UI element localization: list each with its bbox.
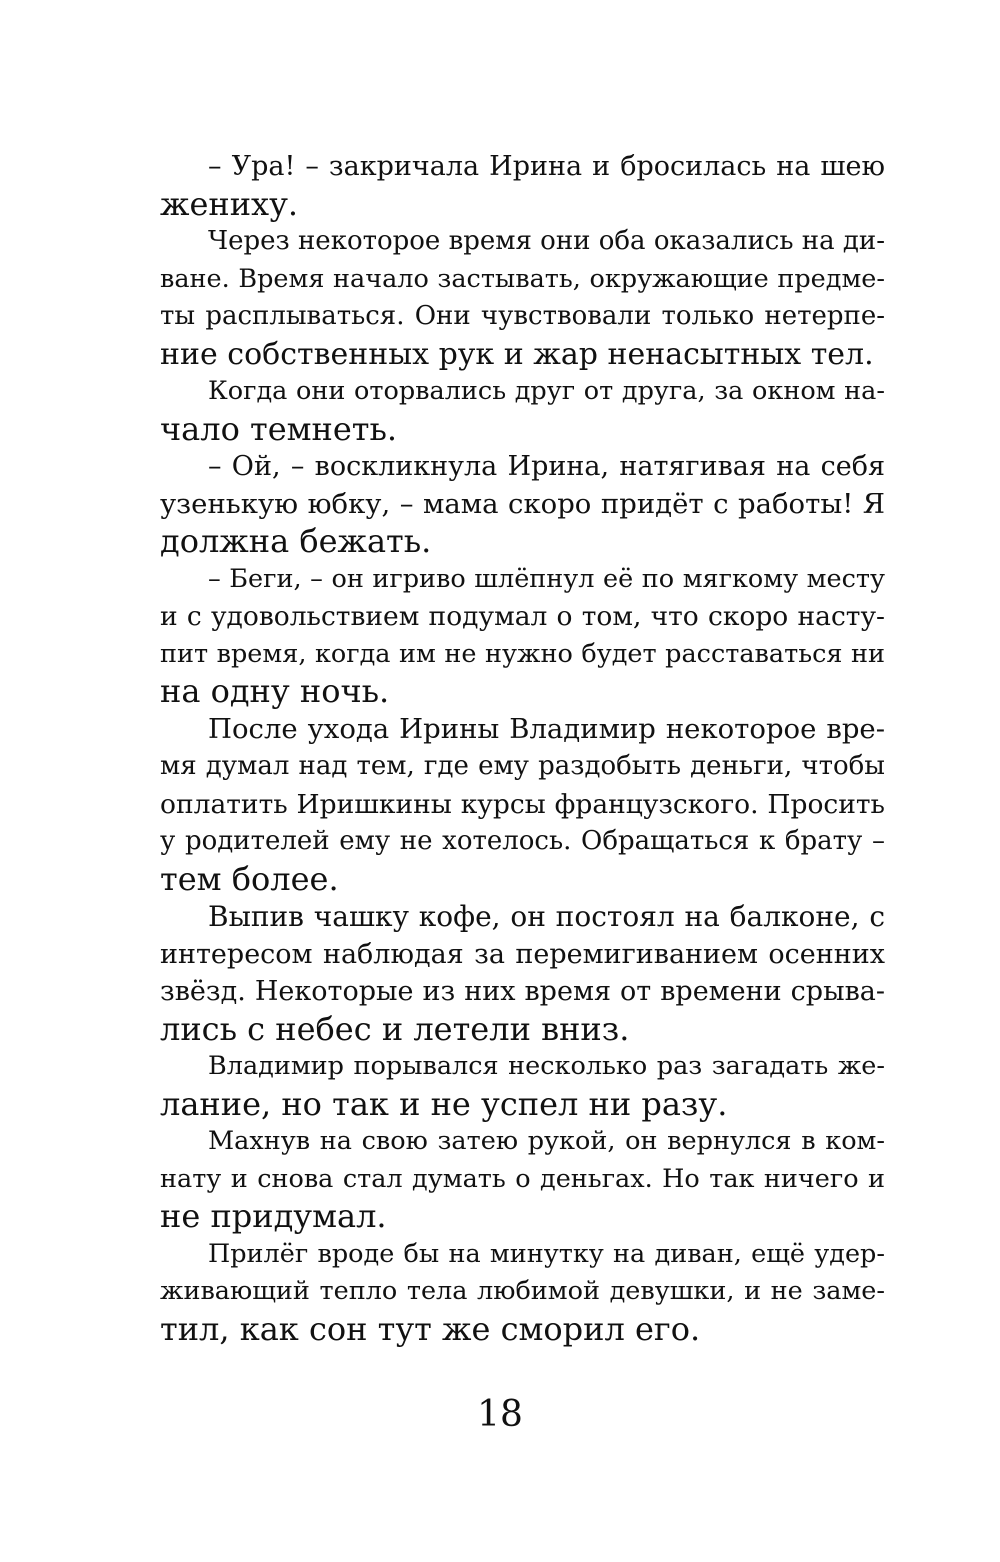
text-line: – Ура! – закричала Ирина и бросилась на шею xyxy=(208,151,885,182)
paragraph xyxy=(160,561,885,711)
text-line: – Ой, – воскликнула Ирина, натягивая на себя xyxy=(208,451,885,482)
text-line: чало темнеть. xyxy=(160,409,398,448)
paragraph xyxy=(160,1236,885,1349)
text-line: и с удовольствием подумал о том, что скоро насту- xyxy=(160,601,885,632)
text-line: нату и снова стал думать о деньгах. Но так ничего и xyxy=(160,1163,885,1194)
paragraph xyxy=(160,373,885,448)
text-line: ване. Время начало застывать, окружающие предме- xyxy=(160,263,885,294)
text-line: Когда они оторвались друг от друга, за окном на- xyxy=(208,376,885,406)
text-line: Прилёг вроде бы на минутку на диван, ещё удер- xyxy=(208,1238,885,1269)
paragraph xyxy=(160,711,885,899)
text-line: После ухода Ирины Владимир некоторое вре- xyxy=(208,712,885,745)
text-line: узенькую юбку, – мама скоро придёт с работы! Я xyxy=(160,487,885,520)
text-line: Владимир порывался несколько раз загадать же- xyxy=(208,1051,885,1081)
text-line: звёзд. Некоторые из них время от времени срыва- xyxy=(160,976,885,1007)
text-line: должна бежать. xyxy=(160,522,432,560)
text-line: Махнув на свою затею рукой, он вернулся в ком- xyxy=(208,1126,885,1156)
text-line: – Беги, – он игриво шлёпнул её по мягкому месту xyxy=(208,563,885,594)
paragraph xyxy=(160,148,885,223)
paragraph xyxy=(160,1048,885,1123)
paragraph xyxy=(160,1123,885,1236)
text-line: ние собственных рук и жар ненасытных тел. xyxy=(160,336,874,372)
text-line: пит время, когда им не нужно будет расставаться ни xyxy=(160,638,885,669)
text-line: не придумал. xyxy=(160,1197,387,1235)
text-line: лись с небес и летели вниз. xyxy=(160,1009,630,1048)
text-line: ты расплываться. Они чувствовали только нетерпе- xyxy=(160,301,885,331)
text-line: жениху. xyxy=(160,184,299,223)
paragraph xyxy=(160,223,885,373)
text-line: у родителей ему не хотелось. Обращаться к брату – xyxy=(160,826,885,856)
text-line: Через некоторое время они оба оказались на ди- xyxy=(208,226,885,256)
text-line: оплатить Иришкины курсы французского. Просить xyxy=(160,788,885,820)
text-line: тем более. xyxy=(160,859,339,898)
text-line: мя думал над тем, где ему раздобыть деньги, чтобы xyxy=(160,751,885,781)
text-line: на одну ночь. xyxy=(160,672,390,710)
text-line: живающий тепло тела любимой девушки, и не заме- xyxy=(160,1276,885,1306)
text-line: интересом наблюдая за перемигиванием осенних xyxy=(160,938,885,970)
paragraph xyxy=(160,898,885,1048)
text-line: Выпив чашку кофе, он постоял на балконе, с xyxy=(208,900,885,933)
body-text xyxy=(160,148,885,1348)
page-number: 18 xyxy=(477,1394,523,1435)
text-line: лание, но так и не успел ни разу. xyxy=(160,1084,728,1123)
text-line: тил, как сон тут же сморил его. xyxy=(160,1309,701,1348)
paragraph xyxy=(160,448,885,561)
